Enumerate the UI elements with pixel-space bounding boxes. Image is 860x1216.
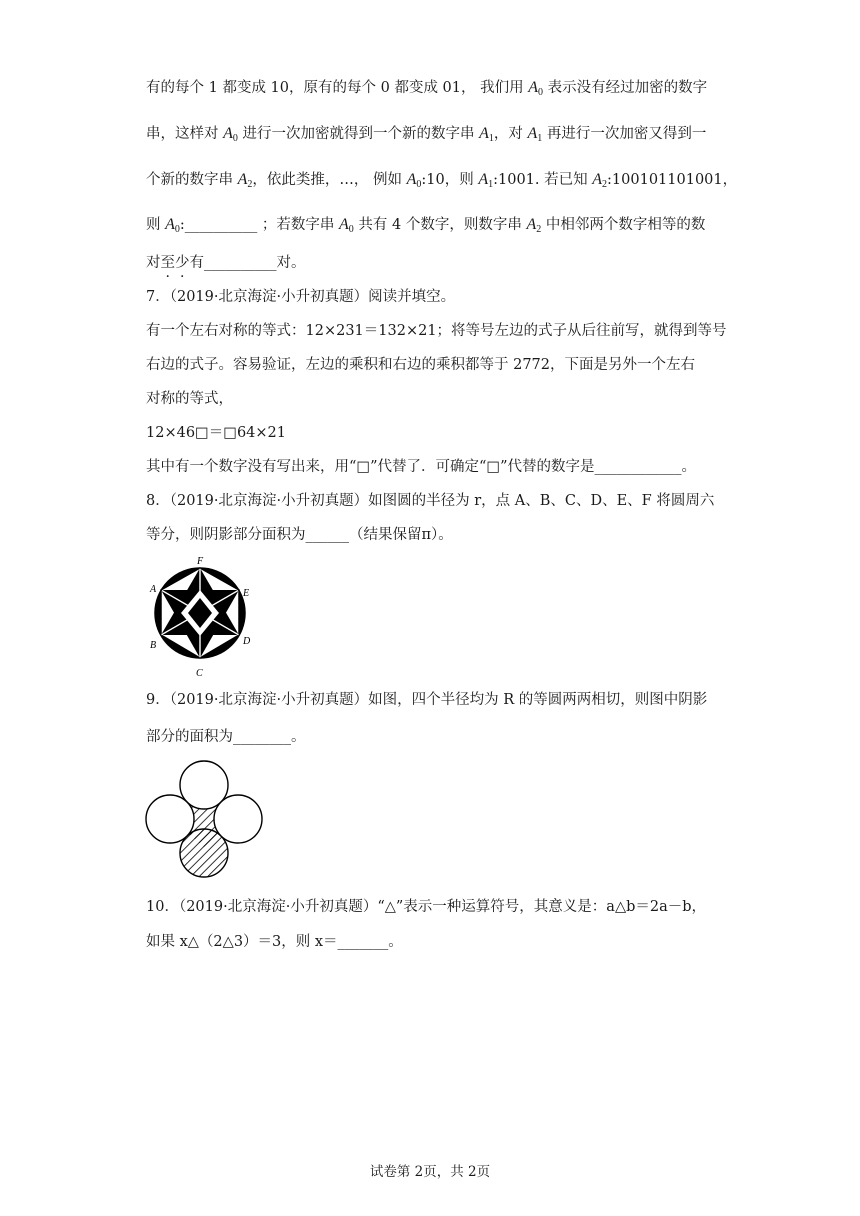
q7-equation: 12×46□＝□64×21 [146,425,287,441]
emphasis-dot-char: 至 [160,255,175,271]
label-f: F [197,556,204,567]
left-circle [146,795,194,843]
q6-line-1: 有的每个 1 都变成 10，原有的每个 0 都变成 01， 我们用 $A_0$ 表示没有经过加密的数字 [146,79,708,98]
q6-line-5: 对至少有__________对。 [146,255,306,271]
var-a0: $A_0$ [339,216,354,235]
q9-line-2: 部分的面积为________。 [146,729,306,745]
var-a2: $A_2$ [592,171,608,190]
q7-line-5: 其中有一个数字没有写出来，用“□”代替了．可确定“□”代替的数字是____________。 [146,459,697,475]
var-a2: $A_2$ [237,171,253,190]
q8-line-2: 等分，则阴影部分面积为______（结果保留π）。 [146,527,453,543]
four-circles-figure [140,757,268,885]
q6-line-3: 个新的数字串 $A_2$，依此类推，…， 例如 $A_0:10$，则 $A_1:1001$. 若已知 $A_2:100101101001$， [146,171,738,190]
q10-line-2: 如果 x△（2△3）＝3，则 x＝_______。 [146,934,403,950]
page-footer: 试卷第 2页，共 2页 [369,1164,491,1180]
right-circle [214,795,262,843]
q7-line-1: 有一个左右对称的等式：12×231＝132×21；将等号左边的式子从后往前写，就得到等号 [146,323,727,339]
emphasis-dot-char: 少 [175,255,190,271]
q7-line-3: 对称的等式， [146,391,233,407]
var-a2: $A_2$ [526,216,542,235]
hexagon-star-figure [140,554,266,678]
label-e: E [243,588,250,599]
q8-line-1: 8．（2019·北京海淀·小升初真题）如图圆的半径为 r，点 A、B、C、D、E、F 将圆周六 [146,493,715,509]
var-a0: $A_0$ [528,79,544,98]
q10-line-1: 10．（2019·北京海淀·小升初真题）“△”表示一种运算符号，其意义是：a△b＝2a－b， [146,899,707,915]
q6-line-4: 则 $A_0:\_\_\_\_\_\_\_\_\_\_$ ；若数字串 $A_0$ 共有 4 个数字，则数字串 $A_2$ 中相邻两个数字相等的数 [146,216,706,235]
var-a1: $A_1$ [479,125,494,144]
label-a: A [150,584,157,595]
q7-title: 7．（2019·北京海淀·小升初真题）阅读并填空。 [146,289,456,305]
label-d: D [243,636,251,647]
q9-line-1: 9．（2019·北京海淀·小升初真题）如图，四个半径均为 R 的等圆两两相切，则图中阴影 [146,692,708,708]
var-a0: $A_0$ [406,171,422,190]
var-a0: $A_0$ [165,216,180,235]
var-a1: $A_1$ [527,125,543,144]
label-b: B [150,640,157,651]
q6-line-2: 串，这样对 $A_0$ 进行一次加密就得到一个新的数字串 $A_1$，对 $A_1$ 再进行一次加密又得到一 [146,125,707,144]
q7-line-2: 右边的式子。容易验证，左边的乘积和右边的乘积都等于 2772，下面是另外一个左右 [146,357,696,373]
label-c: C [196,668,203,678]
var-a0: $A_0$ [223,125,238,144]
var-a1: $A_1$ [478,171,494,190]
